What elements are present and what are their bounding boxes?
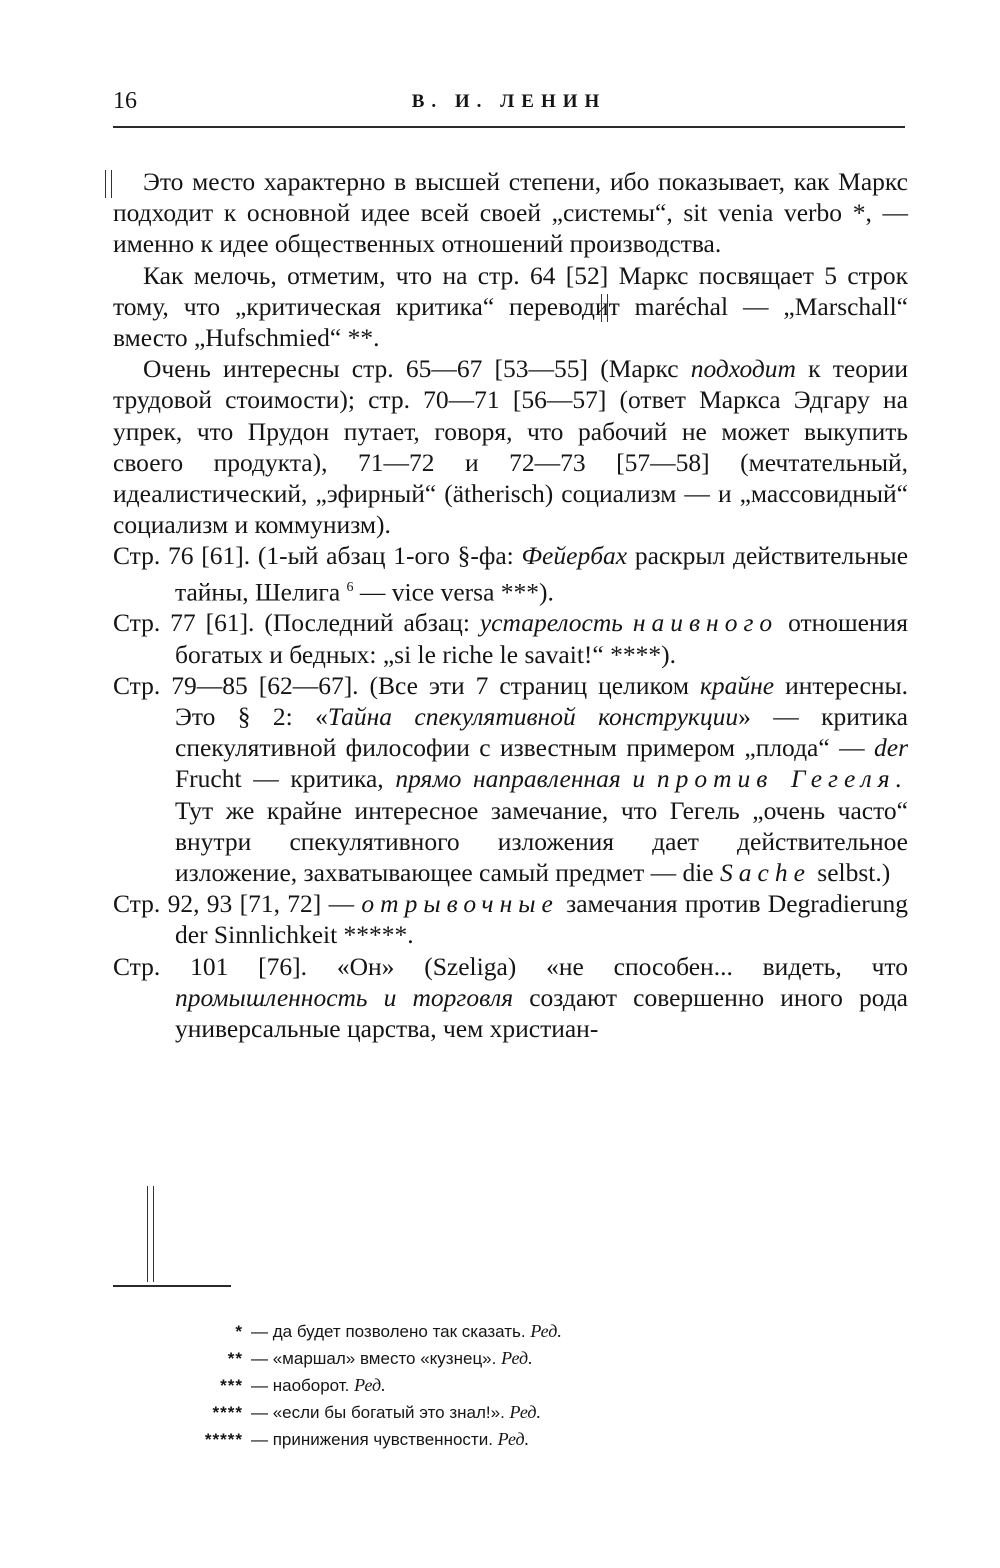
page-reference-77: Стр. 77 [61]. (Последний абзац: устарелость наивного отношения богатых и бедных: „si le riche le savait!“ ****). [113, 608, 908, 669]
margin-mark-open [105, 170, 112, 198]
footnote-rule [113, 1285, 231, 1287]
page-reference-92-93: Стр. 92, 93 [71, 72] — отрывочные замечания против Degradierung der Sinnlichkeit *****. [113, 889, 908, 950]
header-rule [113, 126, 905, 128]
running-title: В. И. ЛЕНИН [411, 91, 607, 112]
page-reference-101: Стр. 101 [76]. «Он» (Szeliga) «не способен... видеть, что промышленность и торговля создают совершенно иного рода универсальные царства, чем христиан- [113, 951, 908, 1043]
page-header [113, 88, 905, 118]
paragraph-2: Как мелочь, отметим, что на стр. 64 [52] Маркс посвящает 5 строк тому, что „критическая критика“ переводит maréchal — „Marschall“ вместо „Hufschmied“ **. [113, 260, 908, 353]
page-reference-79-85: Стр. 79—85 [62—67]. (Все эти 7 страниц целиком крайне интересны. Это § 2: «Тайна спекулятивной конструкции» — критика спекулятивной философии с известным примером „плода“ — der Frucht — критика, прямо направленная и против Гегеля. Тут же крайне интересное замечание, что Гегель „очень часто“ внутри спекулятивного изложения дает действительное изложение, захватывающее самый предмет — die Sache selbst.) [113, 670, 908, 887]
footnote: *** — наоборот. Ред. [220, 1375, 386, 1395]
margin-mark-side [147, 1186, 154, 1282]
footnote: * — да будет позволено так сказать. Ред. [235, 1321, 562, 1341]
page-number: 16 [113, 88, 137, 114]
footnote: ***** — принижения чувственности. Ред. [204, 1429, 530, 1449]
footnotes [113, 1318, 713, 1453]
margin-mark-close [601, 294, 608, 322]
paragraph-3: Очень интересны стр. 65—67 [53—55] (Маркс подходит к теории трудовой стоимости); стр. 70—71 [56—57] (ответ Маркса Эдгару на упрек, что Прудон путает, говоря, что рабочий не может выкупить своего продукта), 71—72 и 72—73 [57—58] (мечтательный, идеалистический, „эфирный“ (ätherisch) социализм — и „массовидный“ социализм и коммунизм). [113, 354, 908, 540]
page-reference-76: Стр. 76 [61]. (1-ый абзац 1-ого §-фа: Фейербах раскрыл действительные тайны, Шелига $^6$ — vice versa ***). [113, 541, 909, 607]
footnote: ** — «маршал» вместо «кузнец». Ред. [227, 1348, 533, 1368]
main-text [113, 166, 908, 1044]
footnote: **** — «если бы богатый это знал!». Ред. [212, 1402, 542, 1422]
paragraph-1: Это место характерно в высшей степени, ибо показывает, как Маркс подходит к основной идее всей своей „системы“, sit venia verbo *, — именно к идее общественных отношений производства. [113, 167, 908, 259]
